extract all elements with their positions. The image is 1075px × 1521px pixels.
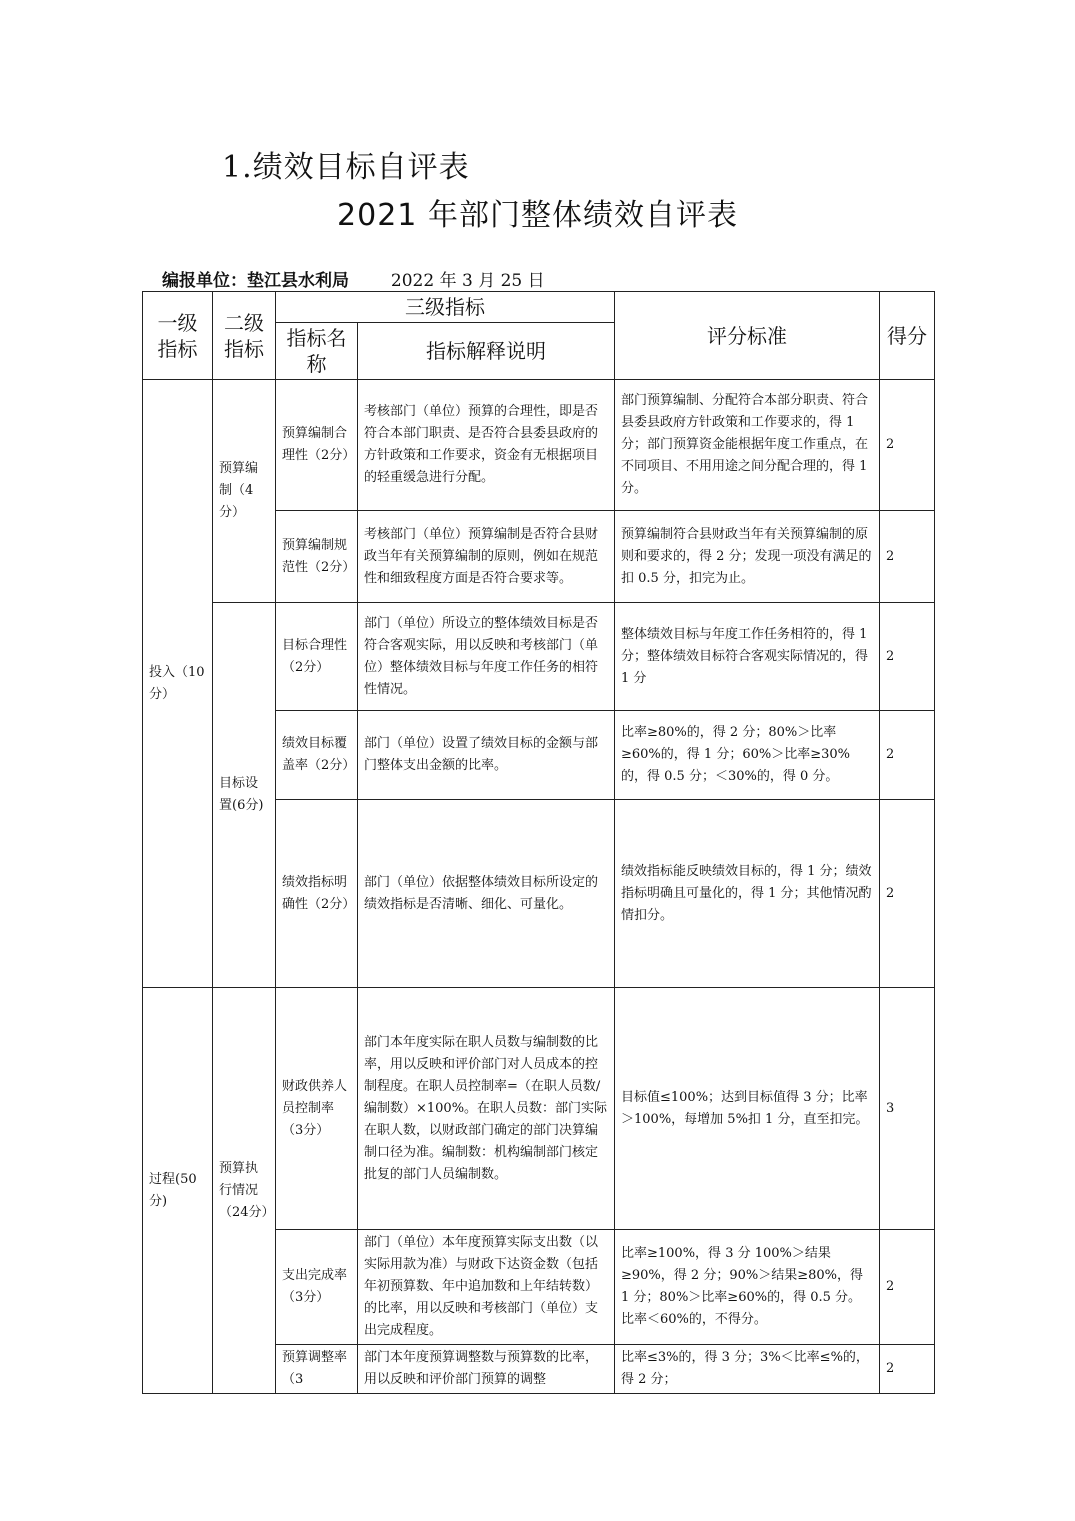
row-standard: 预算编制符合县财政当年有关预算编制的原则和要求的，得 2 分；发现一项没有满足的扣 0.5 分，扣完为止。 [615,511,880,603]
row-name: 预算编制规范性（2分） [276,511,358,603]
header-level2: 二级指标 [213,292,276,380]
row-score: 2 [880,603,935,711]
header-score: 得分 [880,292,935,380]
section-title: 1.绩效目标自评表 [222,150,470,185]
row-explain: 部门（单位）所设立的整体绩效目标是否符合客观实际，用以反映和考核部门（单位）整体绩效目标与年度工作任务的相符性情况。 [358,603,615,711]
row-score: 3 [880,988,935,1230]
row-standard: 比率≥100%，得 3 分 100%＞结果≥90%，得 2 分；90%＞结果≥80%，得 1 分；80%＞比率≥60%的，得 0.5 分。比率＜60%的，不得分。 [615,1230,880,1345]
row-score: 2 [880,711,935,800]
row-standard: 比率≥80%的，得 2 分；80%＞比率≥60%的，得 1 分；60%＞比率≥30%的，得 0.5 分；＜30%的，得 0 分。 [615,711,880,800]
row-explain: 考核部门（单位）预算编制是否符合县财政当年有关预算编制的原则，例如在规范性和细致程度方面是否符合要求等。 [358,511,615,603]
row-name: 目标合理性（2分） [276,603,358,711]
row-name: 预算编制合理性（2分） [276,380,358,511]
row-standard: 目标值≤100%；达到目标值得 3 分；比率＞100%，每增加 5%扣 1 分，直至扣完。 [615,988,880,1230]
group-target-set: 目标设置(6分) [213,603,276,988]
row-standard: 部门预算编制、分配符合本部分职责、符合县委县政府方针政策和工作要求的，得 1 分；部门预算资金能根据年度工作重点，在不同项目、不用用途之间分配合理的，得 1 分。 [615,380,880,511]
document-title-year: 2021 [337,198,418,233]
row-name: 预算调整率（3 [276,1345,358,1394]
header-explain: 指标解释说明 [358,323,615,380]
row-explain: 部门（单位）设置了绩效目标的金额与部门整体支出金额的比率。 [358,711,615,800]
row-standard: 整体绩效目标与年度工作任务相符的，得 1 分；整体绩效目标符合客观实际情况的，得 1 分 [615,603,880,711]
header-name: 指标名称 [276,323,358,380]
row-explain: 考核部门（单位）预算的合理性，即是否符合本部门职责、是否符合县委县政府的方针政策和工作要求，资金有无根据项目的轻重缓急进行分配。 [358,380,615,511]
row-name: 绩效目标覆盖率（2分） [276,711,358,800]
table-row [143,988,935,1230]
row-score: 2 [880,380,935,511]
row-explain: 部门本年度实际在职人员数与编制数的比率，用以反映和评价部门对人员成本的控制程度。在职人员控制率=（在职人员数/编制数）×100%。在职人员数：部门实际在职人数，以财政部门确定的部门决算编制口径为准。编制数：机构编制部门核定批复的部门人员编制数。 [358,988,615,1230]
table-row [143,380,935,511]
report-date: 2022 年 3 月 25 日 [390,271,545,291]
row-explain: 部门（单位）本年度预算实际支出数（以实际用款为准）与财政下达资金数（包括年初预算数、年中追加数和上年结转数）的比率，用以反映和考核部门（单位）支出完成程度。 [358,1230,615,1345]
row-explain: 部门（单位）依据整体绩效目标所设定的绩效指标是否清晰、细化、可量化。 [358,800,615,988]
row-score: 2 [880,511,935,603]
report-meta [162,266,545,291]
header-standard: 评分标准 [615,292,880,380]
group-input: 投入（10分） [143,380,213,988]
row-standard: 绩效指标能反映绩效目标的，得 1 分；绩效指标明确且可量化的，得 1 分；其他情况酌情扣分。 [615,800,880,988]
report-unit: 编报单位：垫江县水利局 [162,271,349,291]
document-title-text: 年部门整体绩效自评表 [427,198,738,233]
document-title [0,190,1075,234]
table-row [143,603,935,711]
evaluation-table [142,291,935,1394]
row-score: 2 [880,1230,935,1345]
row-name: 支出完成率（3分） [276,1230,358,1345]
row-standard: 比率≤3%的，得 3 分；3%＜比率≤%的，得 2 分； [615,1345,880,1394]
row-score: 2 [880,1345,935,1394]
group-budget-prep: 预算编制（4分） [213,380,276,603]
row-score: 2 [880,800,935,988]
group-budget-exec: 预算执行情况（24分） [213,988,276,1394]
header-level1: 一级指标 [143,292,213,380]
row-explain: 部门本年度预算调整数与预算数的比率，用以反映和评价部门预算的调整 [358,1345,615,1394]
row-name: 绩效指标明确性（2分） [276,800,358,988]
group-process: 过程(50分) [143,988,213,1394]
header-level3: 三级指标 [276,292,615,323]
row-name: 财政供养人员控制率（3分） [276,988,358,1230]
